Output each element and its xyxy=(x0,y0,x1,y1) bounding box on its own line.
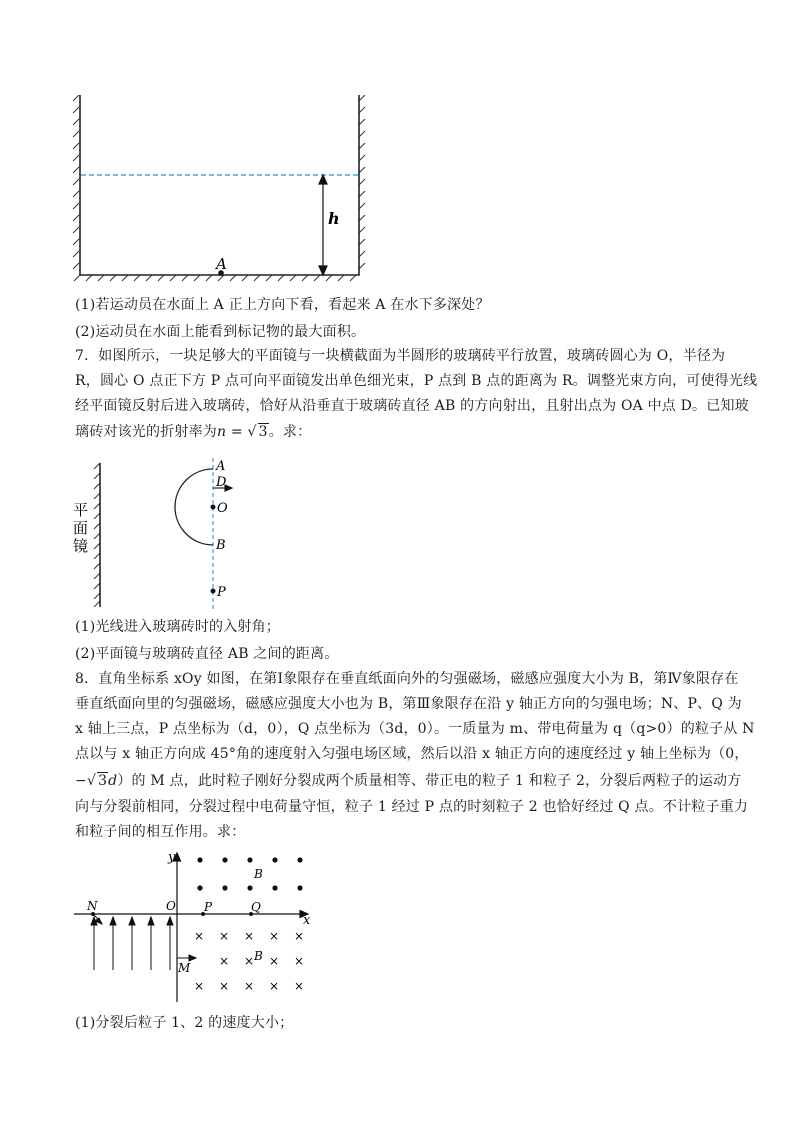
q7-text-line2: R，圆心 O 点正下方 P 点可向平面镜发出单色细光束，P 点到 B 点的距离为 R。调整光束方向，可使得光线 xyxy=(75,373,758,389)
container-outline xyxy=(80,95,359,275)
q8-text-line3: x 轴上三点，P 点坐标为（d，0），Q 点坐标为（3d，0）。一质量为 m、带电荷量为 q（q>0）的粒子从 N xyxy=(75,721,755,737)
source-point-p xyxy=(211,589,216,594)
depth-arrow xyxy=(319,175,327,275)
label-n: N xyxy=(87,899,98,913)
mirror-hatching xyxy=(94,463,100,607)
field-dot xyxy=(272,885,277,890)
label-o: O xyxy=(217,501,228,516)
right-wall-hatching xyxy=(359,95,365,269)
q8-text-line6: 向与分裂前相同，分裂过程中电荷量守恒，粒子 1 经过 P 点的时刻粒子 2 也恰好经过 Q 点。不计粒子重力 xyxy=(75,799,749,815)
field-dot xyxy=(197,857,202,862)
field-dot xyxy=(247,885,252,890)
q8-d-symbol: d xyxy=(108,773,118,789)
glass-semicircle xyxy=(175,469,213,545)
field-dot xyxy=(297,857,302,862)
efield-arrow-head xyxy=(110,917,116,925)
field-dot xyxy=(297,885,302,890)
mirror-label-3: 镜 xyxy=(73,537,89,555)
field-cross: × xyxy=(219,929,230,943)
origin-label-o: O xyxy=(166,899,176,913)
field-coordinate-figure xyxy=(70,848,320,1008)
field-cross: × xyxy=(269,929,280,943)
magnetic-field-in-crosses xyxy=(194,929,304,993)
q8-minus: − xyxy=(75,773,87,789)
field-cross: × xyxy=(194,929,205,943)
field-dot xyxy=(247,857,252,862)
q8-sqrt-sign: √ xyxy=(86,773,97,789)
q8-text-line5 xyxy=(75,771,742,791)
label-b: B xyxy=(216,538,226,553)
q7-sub1: (1)光线进入玻璃砖时的入射角； xyxy=(75,619,281,635)
q7-line4-prefix: 璃砖对该光的折射率为 xyxy=(75,424,217,440)
field-cross: × xyxy=(294,979,305,993)
q8-text-line2: 垂直纸面向里的匀强磁场，磁感应强度大小也为 B，第Ⅲ象限存在沿 y 轴正方向的匀强电场；N、P、Q 为 xyxy=(75,696,742,712)
q8-line5-suffix: ）的 M 点，此时粒子刚好分裂成两个质量相等、带正电的粒子 1 和粒子 2，分裂后两粒子的运动方 xyxy=(117,773,742,789)
field-dot xyxy=(222,857,227,862)
q7-sqrt-radicand: 3 xyxy=(258,424,268,440)
q8-text-line1: 8．直角坐标系 xOy 如图，在第Ⅰ象限存在垂直纸面向外的匀强磁场，磁感应强度大小为 B，第Ⅳ象限存在 xyxy=(75,671,739,687)
q7-line4-suffix: 。求： xyxy=(268,424,312,440)
q8-sqrt-radicand: 3 xyxy=(98,773,108,789)
label-d: D xyxy=(216,475,227,490)
q7-text-line3: 经平面镜反射后进入玻璃砖，恰好从沿垂直于玻璃砖直径 AB 的方向射出，且射出点为 OA 中点 D。已知玻 xyxy=(75,398,749,414)
field-dot xyxy=(222,885,227,890)
label-p: P xyxy=(204,900,213,914)
efield-arrow-head xyxy=(148,917,154,925)
left-wall-hatching xyxy=(73,95,79,269)
q7-refractive-symbol: n xyxy=(217,424,227,440)
label-q: Q xyxy=(251,900,261,914)
center-point-o xyxy=(211,505,216,510)
water-tank-figure xyxy=(70,95,380,290)
bottom-hatching xyxy=(74,275,356,281)
field-cross: × xyxy=(244,979,255,993)
q8-sub1: (1)分裂后粒子 1、2 的速度大小； xyxy=(75,1015,294,1031)
marker-label-a: A xyxy=(216,255,227,273)
axis-x-label: x xyxy=(303,913,311,928)
electric-field-arrows xyxy=(91,917,173,970)
magnetic-field-out-dots xyxy=(197,857,302,890)
field-cross: × xyxy=(244,954,255,968)
q6-sub2: (2)运动员在水面上能看到标记物的最大面积。 xyxy=(75,324,366,340)
q7-text-line1: 7．如图所示，一块足够大的平面镜与一块横截面为半圆形的玻璃砖平行放置，玻璃砖圆心为 O，半径为 xyxy=(75,348,726,364)
label-p: P xyxy=(217,585,226,600)
mirror-label-1: 平 xyxy=(73,501,89,519)
q7-text-line4 xyxy=(75,422,735,442)
q7-equals: = xyxy=(226,424,248,440)
mirror-glass-figure xyxy=(70,455,250,615)
efield-arrow-head xyxy=(167,917,173,925)
label-b-quadrant1: B xyxy=(254,867,263,881)
q6-sub1: (1)若运动员在水面上 A 正上方向下看，看起来 A 在水下多深处？ xyxy=(75,297,490,313)
label-m: M xyxy=(178,961,191,975)
field-cross: × xyxy=(294,929,305,943)
field-cross: × xyxy=(219,979,230,993)
efield-arrow-head xyxy=(129,917,135,925)
label-b-quadrant4: B xyxy=(254,949,263,963)
field-dot xyxy=(197,885,202,890)
axis-y-label: y xyxy=(168,850,176,865)
label-a: A xyxy=(216,459,226,474)
q8-text-line7: 和粒子间的相互作用。求： xyxy=(75,824,246,840)
q7-sqrt-sign: √ xyxy=(247,424,257,440)
q7-sub2: (2)平面镜与玻璃砖直径 AB 之间的距离。 xyxy=(75,646,339,662)
mirror-label-2: 面 xyxy=(73,519,89,537)
field-cross: × xyxy=(294,954,305,968)
field-cross: × xyxy=(194,979,205,993)
depth-label-h: h xyxy=(328,209,340,228)
field-dot xyxy=(272,857,277,862)
field-cross: × xyxy=(269,979,280,993)
field-cross: × xyxy=(244,929,255,943)
q8-text-line4: 点以与 x 轴正方向成 45°角的速度射入匀强电场区域，然后以沿 x 轴正方向的速度经过 y 轴上坐标为（0， xyxy=(75,746,749,762)
field-cross: × xyxy=(269,954,280,968)
field-cross: × xyxy=(219,954,230,968)
